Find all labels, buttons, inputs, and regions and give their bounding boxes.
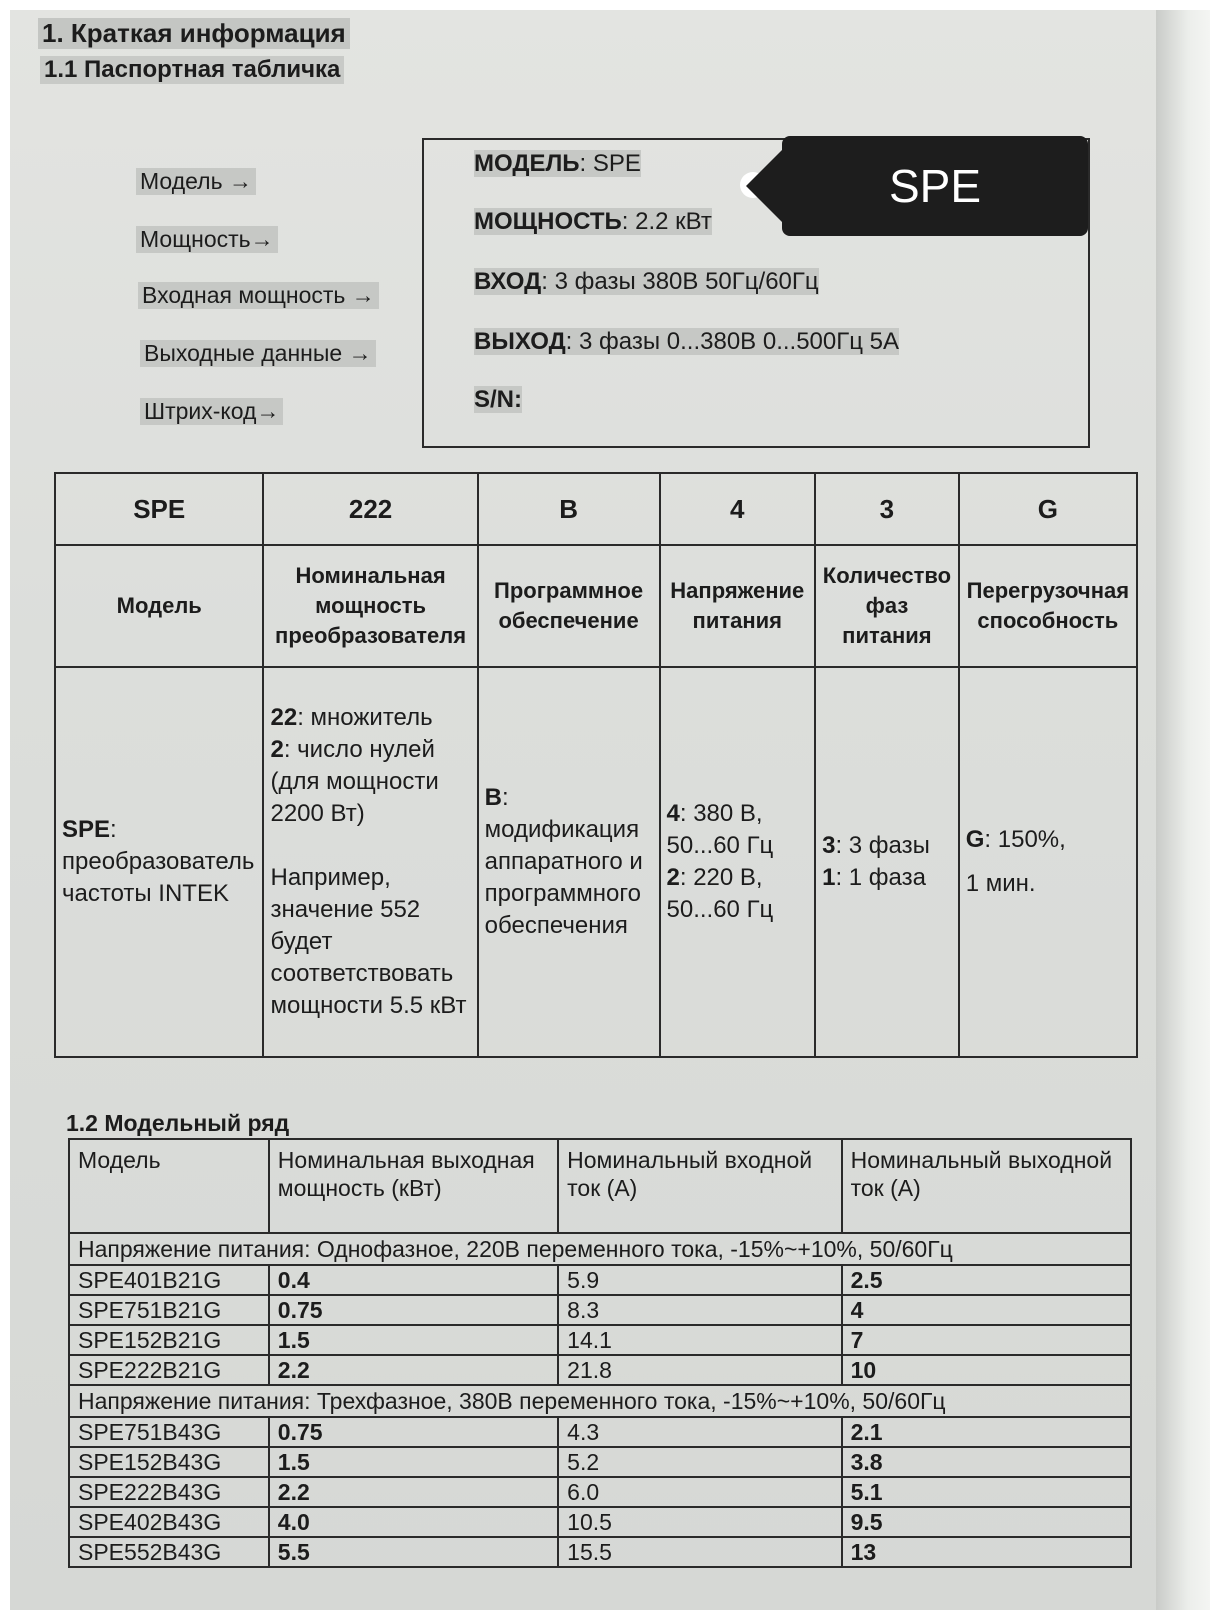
- cell-model: SPE751B21G: [69, 1295, 269, 1325]
- cell-output-current: 3.8: [842, 1447, 1131, 1477]
- desc-model-cell: SPE: преобразователь частоты INTEK: [55, 667, 263, 1057]
- cell-power: 1.5: [269, 1447, 558, 1477]
- cell-output-current: 4: [842, 1295, 1131, 1325]
- cell-model: SPE401B21G: [69, 1265, 269, 1295]
- cell-output-current: 2.5: [842, 1265, 1131, 1295]
- cell-power: 0.75: [269, 1417, 558, 1447]
- plate-label-model: Модель →: [136, 168, 256, 195]
- cell-model: SPE152B43G: [69, 1447, 269, 1477]
- column-header: Номинальная выходная мощность (кВт): [269, 1139, 558, 1233]
- group-row-single-phase: [69, 1233, 1131, 1265]
- group-label: Напряжение питания: Трехфазное, 380В переменного тока, -15%~+10%, 50/60Гц: [69, 1385, 1131, 1417]
- plate-label-barcode: Штрих-код→: [140, 398, 283, 425]
- code-cell: SPE: [55, 473, 263, 545]
- group-row-three-phase: [69, 1385, 1131, 1417]
- field-name-cell: Напряжение питания: [660, 545, 816, 667]
- column-header: Номинальный входной ток (А): [558, 1139, 841, 1233]
- column-header: Модель: [69, 1139, 269, 1233]
- cell-model: SPE152B21G: [69, 1325, 269, 1355]
- cell-input-current: 4.3: [558, 1417, 841, 1447]
- field-name-cell: Модель: [55, 545, 263, 667]
- table-row: [69, 1265, 1131, 1295]
- cell-power: 2.2: [269, 1477, 558, 1507]
- plate-line-sn: S/N:: [474, 386, 522, 413]
- model-range-table: [68, 1138, 1132, 1568]
- cell-input-current: 15.5: [558, 1537, 841, 1567]
- cell-output-current: 13: [842, 1537, 1131, 1567]
- code-cell: 3: [815, 473, 959, 545]
- cell-power: 0.75: [269, 1295, 558, 1325]
- field-name-cell: Номинальная мощность преобразователя: [263, 545, 477, 667]
- cell-input-current: 6.0: [558, 1477, 841, 1507]
- table-header-row: [69, 1139, 1131, 1233]
- plate-line-model: МОДЕЛЬ: SPE: [474, 150, 641, 177]
- table-row: [69, 1295, 1131, 1325]
- table-row: [69, 1325, 1131, 1355]
- plate-label-output: Выходные данные →: [140, 340, 376, 367]
- cell-power: 4.0: [269, 1507, 558, 1537]
- cell-output-current: 7: [842, 1325, 1131, 1355]
- code-cell: 222: [263, 473, 477, 545]
- plate-line-power: МОЩНОСТЬ: 2.2 кВт: [474, 208, 712, 235]
- field-name-cell: Перегрузочная способность: [959, 545, 1137, 667]
- cell-power: 1.5: [269, 1325, 558, 1355]
- table-row: [69, 1417, 1131, 1447]
- code-cell: B: [478, 473, 660, 545]
- code-cell: 4: [660, 473, 816, 545]
- cell-input-current: 10.5: [558, 1507, 841, 1537]
- cell-input-current: 5.9: [558, 1265, 841, 1295]
- cell-power: 5.5: [269, 1537, 558, 1567]
- cell-model: SPE552B43G: [69, 1537, 269, 1567]
- book-spine: [1156, 10, 1210, 1610]
- cell-power: 0.4: [269, 1265, 558, 1295]
- table-row: [69, 1477, 1131, 1507]
- cell-input-current: 21.8: [558, 1355, 841, 1385]
- table-row: [69, 1507, 1131, 1537]
- desc-power-cell: 22: множитель 2: число нулей (для мощности 2200 Вт) Например, значение 552 будет соответствовать мощности 5.5 кВт: [263, 667, 477, 1057]
- cell-output-current: 10: [842, 1355, 1131, 1385]
- field-name-cell: Количество фаз питания: [815, 545, 959, 667]
- section-heading-1-2: 1.2 Модельный ряд: [66, 1110, 290, 1136]
- desc-voltage-cell: 4: 380 В, 50...60 Гц 2: 220 В, 50...60 Гц: [660, 667, 816, 1057]
- cell-model: SPE402B43G: [69, 1507, 269, 1537]
- section-heading-1-1: 1.1 Паспортная табличка: [40, 56, 344, 84]
- code-cell: G: [959, 473, 1137, 545]
- cell-power: 2.2: [269, 1355, 558, 1385]
- plate-line-input: ВХОД: 3 фазы 380В 50Гц/60Гц: [474, 268, 819, 295]
- table-row: [69, 1447, 1131, 1477]
- field-name-row: [55, 545, 1137, 667]
- plate-line-output: ВЫХОД: 3 фазы 0...380В 0...500Гц 5А: [474, 328, 899, 355]
- code-row: [55, 473, 1137, 545]
- cell-model: SPE751B43G: [69, 1417, 269, 1447]
- cell-input-current: 5.2: [558, 1447, 841, 1477]
- section-heading-1: 1. Краткая информация: [38, 18, 350, 49]
- cell-output-current: 2.1: [842, 1417, 1131, 1447]
- desc-software-cell: B: модификация аппаратного и программного обеспечения: [478, 667, 660, 1057]
- cell-model: SPE222B43G: [69, 1477, 269, 1507]
- table-row: [69, 1537, 1131, 1567]
- cell-input-current: 8.3: [558, 1295, 841, 1325]
- description-row: [55, 667, 1137, 1057]
- cell-output-current: 9.5: [842, 1507, 1131, 1537]
- cell-output-current: 5.1: [842, 1477, 1131, 1507]
- field-name-cell: Программное обеспечение: [478, 545, 660, 667]
- tooltip: SPE: [782, 136, 1088, 236]
- plate-label-power: Мощность→: [136, 226, 278, 253]
- table-row: [69, 1355, 1131, 1385]
- cell-model: SPE222B21G: [69, 1355, 269, 1385]
- plate-label-input: Входная мощность →: [138, 282, 379, 309]
- desc-overload-cell: G: 150%, 1 мин.: [959, 667, 1137, 1057]
- group-label: Напряжение питания: Однофазное, 220В переменного тока, -15%~+10%, 50/60Гц: [69, 1233, 1131, 1265]
- column-header: Номинальный выходной ток (А): [842, 1139, 1131, 1233]
- cell-input-current: 14.1: [558, 1325, 841, 1355]
- model-code-table: [54, 472, 1138, 1058]
- desc-phases-cell: 3: 3 фазы 1: 1 фаза: [815, 667, 959, 1057]
